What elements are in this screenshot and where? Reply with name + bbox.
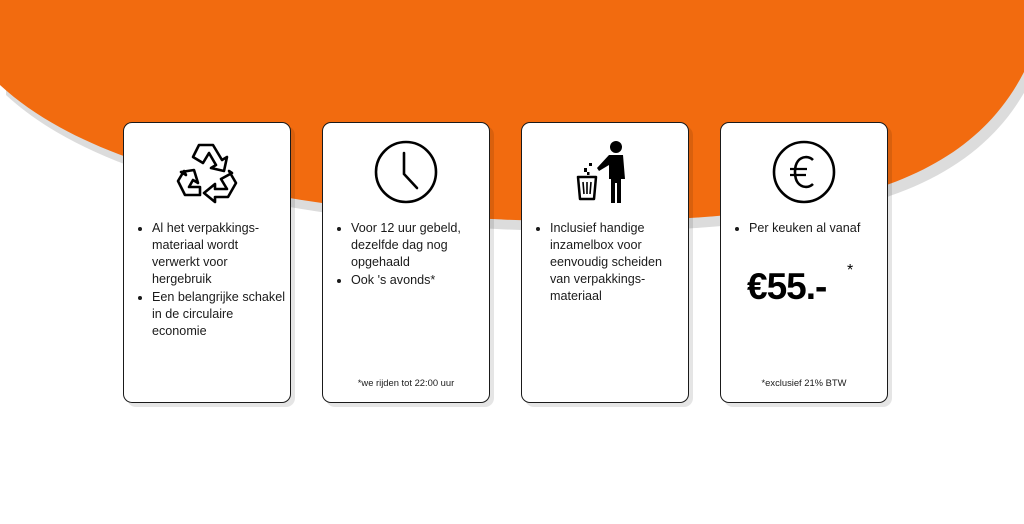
euro-icon [769, 137, 839, 207]
list-item: • Een belangrijke schakel in de circulaire economie [152, 289, 286, 340]
bullet-list [134, 220, 286, 341]
footnote: *we rijden tot 22:00 uur [357, 377, 455, 388]
list-item: • Inclusief handige inzamelbox voor eenvoudig scheiden van verpakkings-materiaal [550, 220, 684, 305]
card-pricing [720, 122, 888, 403]
list-item: • Per keuken al vanaf [749, 220, 883, 237]
card-recycling [123, 122, 291, 403]
bullet-list [532, 220, 684, 306]
clock-icon [371, 137, 441, 207]
trash-disposal-icon [573, 139, 637, 205]
card-collection-box [521, 122, 689, 403]
bullet-list [731, 220, 883, 238]
list-item: • Ook 's avonds* [351, 272, 485, 289]
footnote: *exclusief 21% BTW [761, 377, 847, 388]
list-item: • Voor 12 uur gebeld, dezelfde dag nog opgehaald [351, 220, 485, 271]
price-footnote-marker: * [847, 262, 854, 279]
price: €55.- [747, 266, 827, 307]
bullet-list [333, 220, 485, 290]
recycle-icon [172, 139, 242, 205]
list-item: • Al het verpakkings-materiaal wordt verwerkt voor hergebruik [152, 220, 286, 288]
card-pickup [322, 122, 490, 403]
